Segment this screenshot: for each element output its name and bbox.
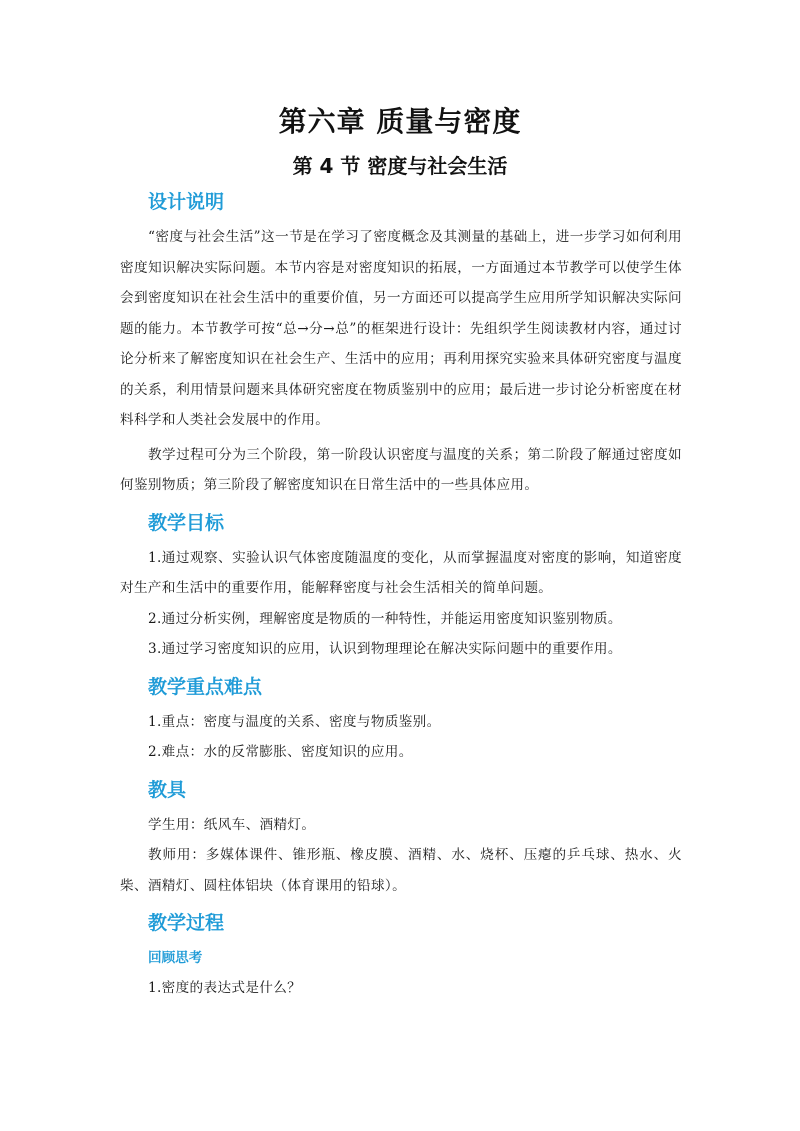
document-body bbox=[120, 186, 682, 1004]
review-subheading: 回顾思考 bbox=[148, 950, 203, 966]
section-title: 第 4 节 密度与社会生活 bbox=[292, 154, 508, 178]
objectives-heading: 教学目标 bbox=[148, 511, 225, 534]
key-point-item-2: 2.难点：水的反常膨胀、密度知识的应用。 bbox=[148, 744, 413, 760]
objective-item-3: 3.通过学习密度知识的应用，认识到物理理论在解决实际问题中的重要作用。 bbox=[148, 641, 622, 657]
design-heading: 设计说明 bbox=[148, 191, 225, 213]
tools-section bbox=[120, 774, 682, 902]
objective-item-2: 2.通过分析实例，理解密度是物质的一种特性，并能运用密度知识鉴别物质。 bbox=[148, 610, 622, 627]
chapter-title: 第六章 质量与密度 bbox=[278, 105, 522, 138]
design-section bbox=[120, 186, 682, 501]
process-item-1: 1.密度的表达式是什么？ bbox=[148, 980, 302, 996]
process-heading: 教学过程 bbox=[148, 912, 225, 934]
key-points-heading: 教学重点难点 bbox=[148, 675, 263, 698]
tools-heading: 教具 bbox=[148, 778, 187, 801]
objectives-section bbox=[120, 507, 682, 665]
key-point-item-1: 1.重点：密度与温度的关系、密度与物质鉴别。 bbox=[148, 713, 441, 730]
design-paragraph-1: “密度与社会生活”这一节是在学习了密度概念及其测量的基础上，进一步学习如何利用密度知识解决实际问题。本节内容是对密度知识的拓展，一方面通过本节教学可以使学生体会到密度知识在社会生活中的重要价值，另一方面还可以提高学生应用所学知识解决实际问题的能力。本节教学可按“总→分→总”的框架进行设计：先组织学生阅读教材内容，通过讨论分析来了解密度知识在社会生产、生活中的应用；再利用探究实验来具体研究密度与温度的关系，利用情景问题来具体研究密度在物质鉴别中的应用；最后进一步讨论分析密度在材料科学和人类社会发展中的作用。 bbox=[120, 229, 682, 428]
key-points-section bbox=[120, 671, 682, 768]
tools-teacher: 教师用：多媒体课件、锥形瓶、橡皮膜、酒精、水、烧杯、压瘪的乒乓球、热水、火柴、酒精灯、圆柱体铝块（体育课用的铅球）。 bbox=[120, 847, 682, 894]
objective-item-1: 1.通过观察、实验认识气体密度随温度的变化，从而掌握温度对密度的影响，知道密度对生产和生活中的重要作用，能解释密度与社会生活相关的简单问题。 bbox=[120, 549, 682, 596]
design-paragraph-2: 教学过程可分为三个阶段，第一阶段认识密度与温度的关系；第二阶段了解通过密度如何鉴别物质；第三阶段了解密度知识在日常生活中的一些具体应用。 bbox=[120, 446, 682, 493]
process-section bbox=[120, 907, 682, 1004]
tools-student: 学生用：纸风车、酒精灯。 bbox=[148, 816, 316, 833]
